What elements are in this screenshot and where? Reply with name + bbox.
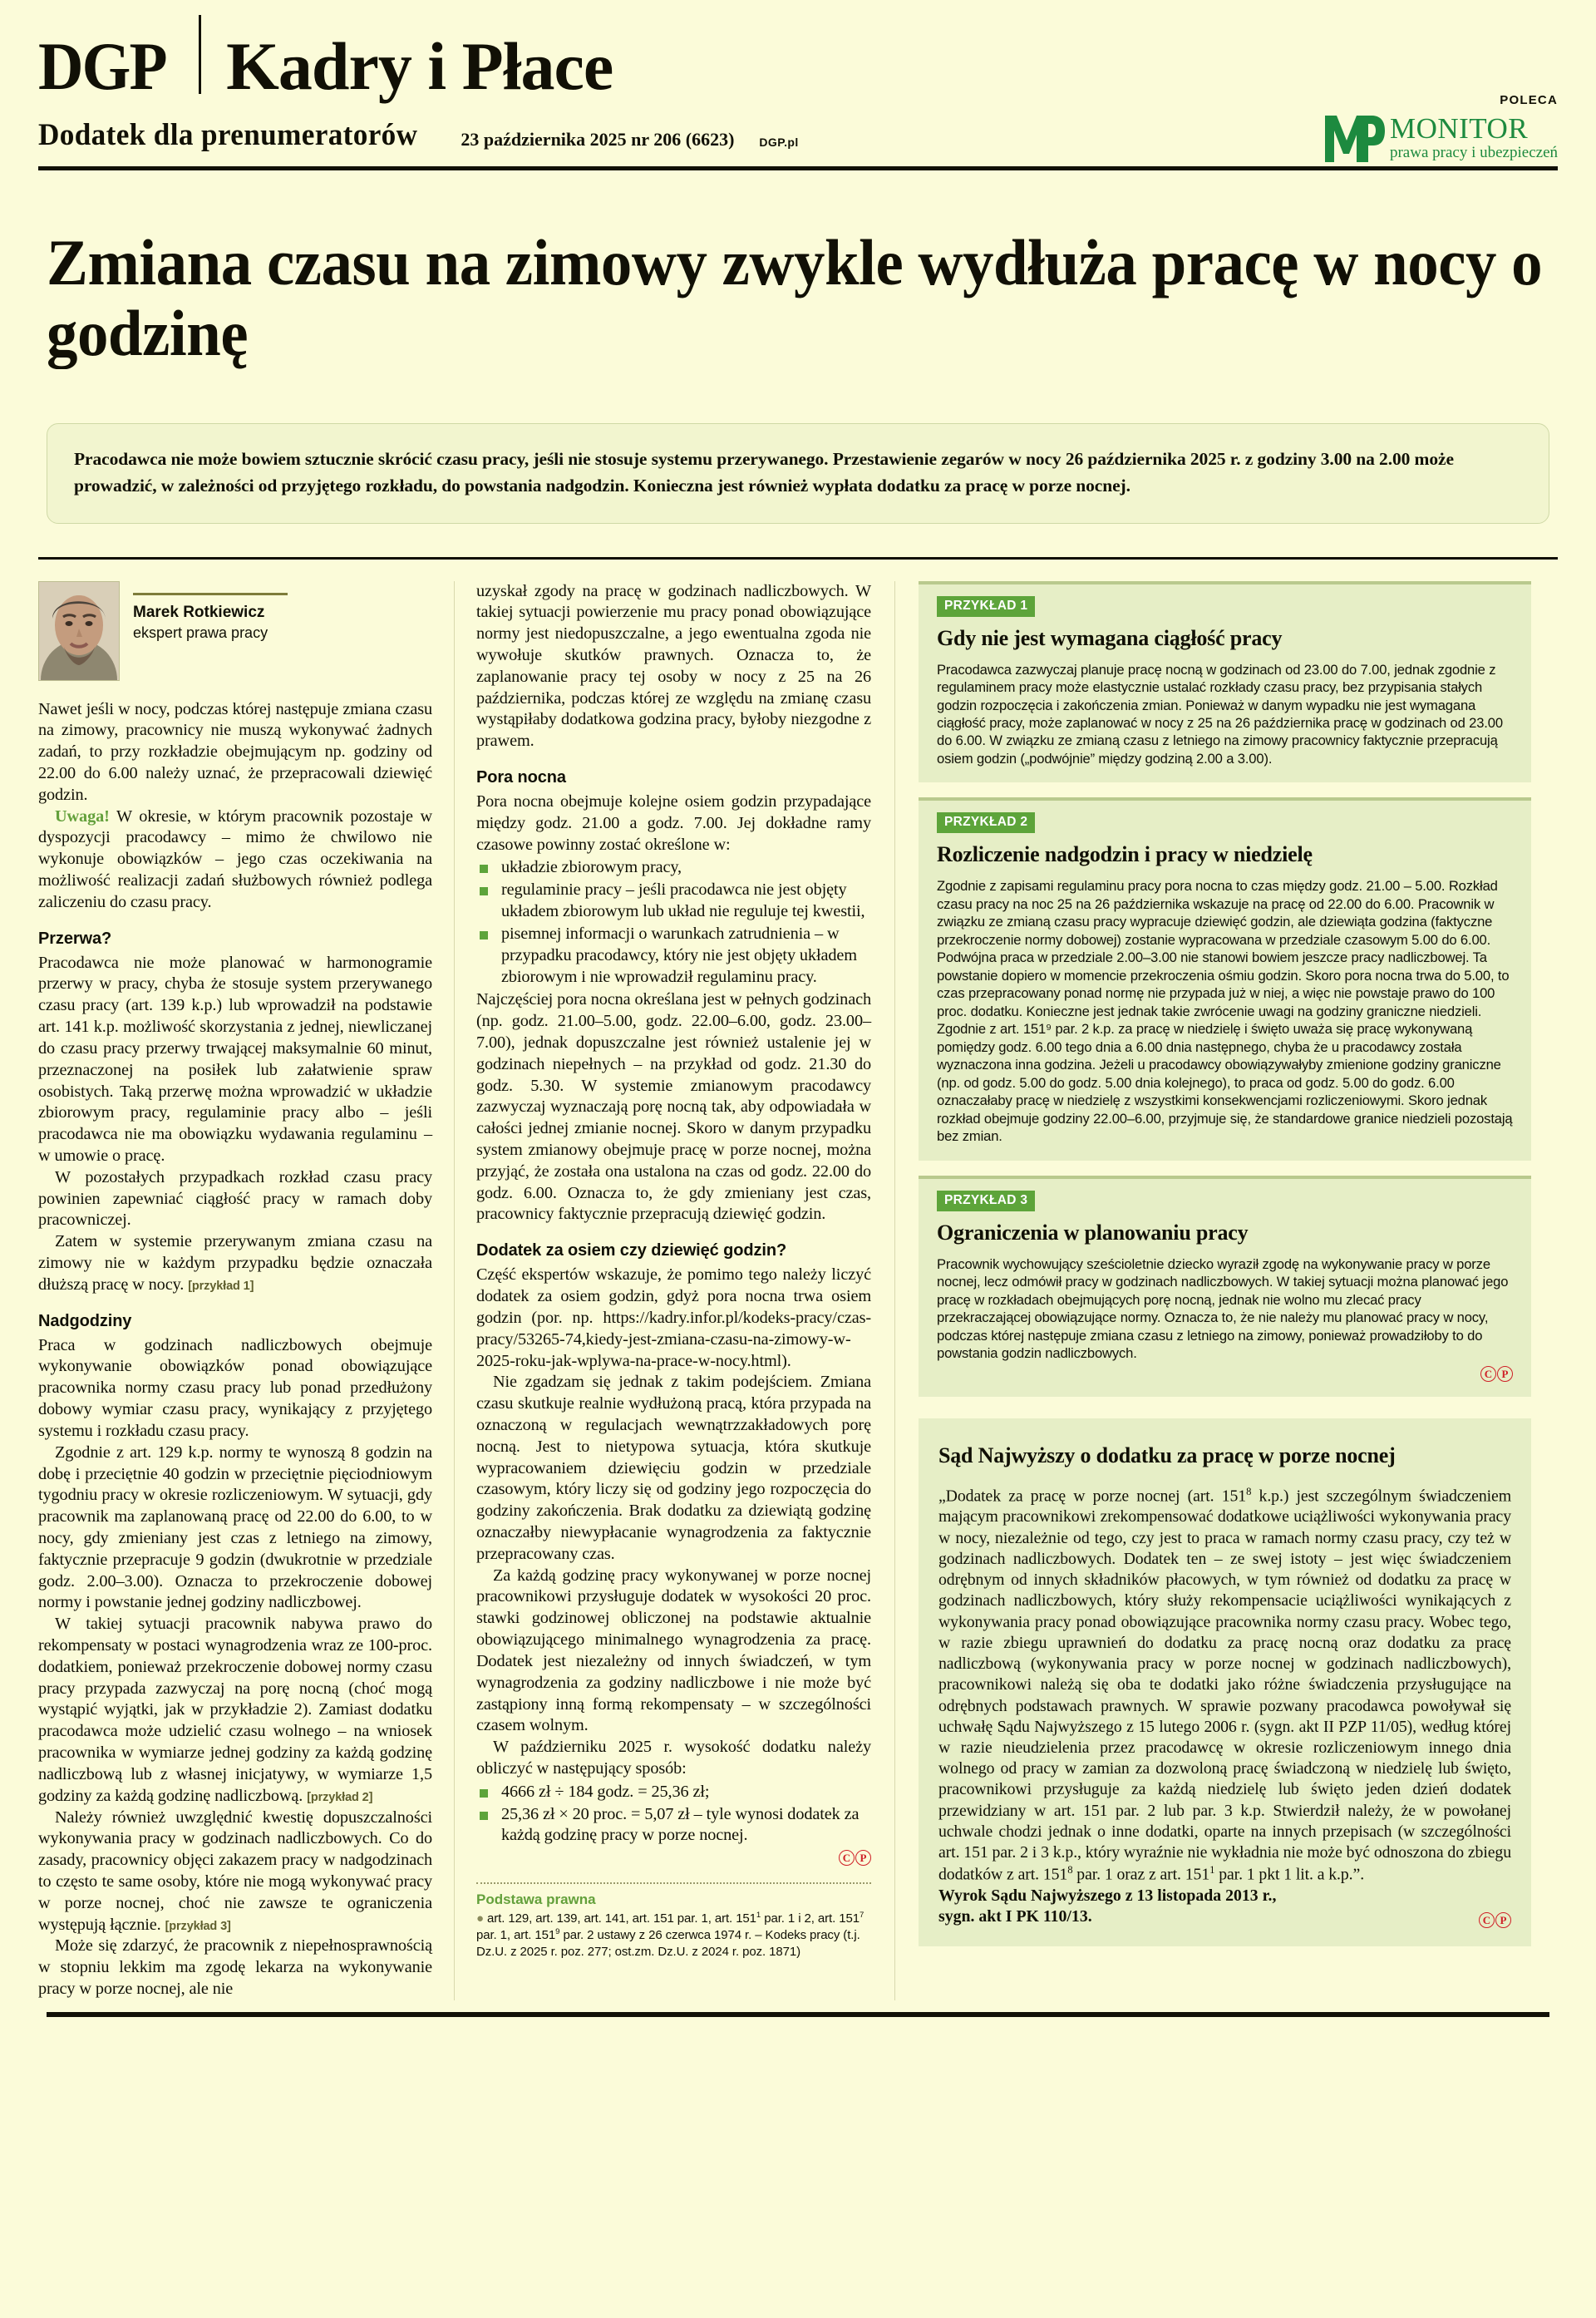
list-item: 4666 zł ÷ 184 godz. = 25,36 zł;: [476, 1782, 871, 1803]
paragraph-text: W takiej sytuacji pracownik nabywa prawo do rekompensaty w postaci wynagrodzenia wraz ze 100-proc. dodatkiem, ponieważ przekroczenie dobowej normy czasu pracy przypada zazwyczaj na porę nocną (choć mogą wystąpić wyjątki, jak w przykładzie 2). Zamiast dodatku pracodawca może udzielić czasu wolnego – na wniosek pracownika w wymiarze jednej godziny za każdą godzinę nadliczbową lub z własnej inicjatywy, w wymiarze 1,5 godziny za każdą godzinę nadliczbową.: [38, 1615, 432, 1805]
paragraph: Za każdą godzinę pracy wykonywanej w porze nocnej pracownikowi przysługuje dodatek w wysokości 20 proc. stawki godzinowej obliczonej na podstawie aktualnie obowiązującego minimalnego wynagrodzenia za pracę. Dodatek jest niezależny od innych świadczeń, w tym wynagrodzenia za godziny nadliczbowe i nie może być zastąpiony inną formą rekompensaty – w szczególności czasem wolnym.: [476, 1566, 871, 1735]
legal-bullet-icon: ●: [476, 1911, 484, 1926]
supreme-court-ref-line-1: Wyrok Sądu Najwyższego z 13 listopada 2013 r.,: [938, 1886, 1277, 1906]
paragraph: [38, 1808, 432, 1936]
dgp-logo[interactable]: DGP: [38, 28, 166, 105]
copyright-mark-example3: [937, 1366, 1513, 1382]
copyright-c-icon: C: [1479, 1912, 1495, 1928]
section-heading-pora-nocna: Pora nocna: [476, 768, 566, 787]
list-item: regulaminie pracy – jeśli pracodawca nie jest objęty układem zbiorowym lub układ nie reguluje tej kwestii,: [476, 880, 871, 923]
copyright-c-icon: C: [839, 1850, 855, 1866]
paragraph: uzyskał zgody na pracę w godzinach nadliczbowych. W takiej sytuacji powierzenie mu pracy ponad obowiązujące normy jest niedopuszczalne, a jego ewentualna zgoda nie wywołuje skutków prawnych. Oznacza to, że zaplanowanie pracy tej osoby w nocy z 25 na 26 października, podczas której ze względu na zmianę czasu wystąpiłaby dodatkowa godzina pracy, byłoby niezgodne z prawem.: [476, 581, 871, 751]
legal-sup-3: 9: [555, 1927, 560, 1937]
paragraph: W październiku 2025 r. wysokość dodatku należy obliczyć w następujący sposób:: [476, 1738, 871, 1778]
example-ref-2[interactable]: [przykład 2]: [307, 1790, 373, 1804]
example-title: Gdy nie jest wymagana ciągłość pracy: [937, 625, 1283, 650]
calculation-list: [476, 1782, 871, 1847]
legal-sup-1: 1: [756, 1911, 761, 1921]
author-name: Marek Rotkiewicz: [133, 603, 265, 621]
lead-text: Pracodawca nie może bowiem sztucznie skrócić czasu pracy, jeśli nie stosuje systemu przerywanego. Przestawienie zegarów w nocy 26 października 2025 r. z godziny 3.00 na 2.00 może prowadzić, w zależności od przyjętego rozkładu, do powstania nadgodzin. Konieczna jest również wypłata dodatku za pracę w porze nocnej.: [74, 449, 1454, 496]
copyright-c-icon: C: [1480, 1366, 1496, 1382]
uwaga-text: W okresie, w którym pracownik pozostaje w dyspozycji pracodawcy – mimo że chwilowo nie wykonuje obowiązków – jego czas oczekiwania na możliwość realizacji zadań służbowych również podlega zaliczeniu do czasu pracy.: [38, 806, 432, 911]
example-badge: PRZYKŁAD 3: [937, 1191, 1035, 1211]
section-heading-nadgodziny: Nadgodziny: [38, 1311, 132, 1330]
quote-part-4: par. 1 pkt 1 lit. a k.p.”.: [1214, 1866, 1365, 1885]
column-3: [894, 581, 1531, 2000]
supreme-court-quote: [938, 1485, 1511, 1886]
paragraph: Najczęściej pora nocna określana jest w pełnych godzinach (np. godz. 21.00–5.00, godz. 22.00–6.00, godz. 23.00–7.00), jednak dopuszczalne jest również ustalenie jej w godzinach niepełnych – na przykład od godz. 21.30 do godz. 5.30. W systemie zmianowym pracodawcy zazwyczaj wyznaczają porę nocną tak, aby odpowiadała w całości jednej zmianie nocnej. Skoro w danym przypadku system zmianowy obejmuje pracę w porze nocnej, można przyjąć, że została ona ustalona na czas od godz. 22.00 do godz. 6.00. Oznacza to, że gdy zmieniany jest czas, pracownicy faktycznie przepracują dziewięć godzin.: [476, 990, 871, 1224]
quote-part-1: „Dodatek za pracę w porze nocnej (art. 151: [938, 1487, 1247, 1506]
list-item: układzie zbiorowym pracy,: [476, 857, 871, 879]
copyright-p-icon: P: [1497, 1366, 1513, 1382]
page-footer-rule: [47, 2012, 1549, 2017]
site-url[interactable]: DGP.pl: [759, 136, 799, 149]
legal-sup-2: 7: [859, 1911, 864, 1921]
copyright-p-icon: P: [1495, 1912, 1511, 1928]
uwaga-label: Uwaga!: [55, 806, 110, 826]
paragraph: Pracodawca nie może planować w harmonogramie przerwy w pracy, chyba że stosuje system przerywanego czasu pracy (art. 139 k.p.) lub wprowadził na podstawie art. 141 k.p. możliwość skorzystania z jednej, niewliczanej do czasu pracy przerwy trwającej maksymalnie 60 minut, przeznaczonej na posiłek lub załatwienie spraw osobistych. Taką przerwę można wprowadzić w układzie zbiorowym pracy, regulaminie pracy albo – jeśli pracodawca nie ma obowiązku wydawania regulaminu – w umowie o pracę.: [38, 953, 432, 1165]
byline-rule: [133, 593, 288, 595]
paragraph-text: Należy również uwzględnić kwestię dopuszczalności wykonywania pracy w godzinach nadliczbowych. Co do zasady, pracownicy objęci zakazem pracy w nadgodzinach to często te same osoby, które nie mogą wykonywać pracy w porze nocnej, choć nie zawsze te ograniczenia występują łącznie.: [38, 1808, 432, 1934]
quote-sup-1: 8: [1246, 1485, 1252, 1497]
legal-text-1: art. 129, art. 139, art. 141, art. 151 par. 1, art. 151: [487, 1911, 756, 1926]
paragraph: W pozostałych przypadkach rozkład czasu pracy powinien zapewniać ciągłość pracy w ramach doby pracowniczej.: [38, 1167, 432, 1230]
supreme-court-box: [919, 1418, 1531, 1946]
pora-nocna-list: [476, 857, 871, 988]
avatar: [38, 581, 120, 681]
issue-date: 23 października 2025 nr 206 (6623): [461, 129, 735, 150]
column-2: [454, 581, 894, 2000]
column-1: [38, 581, 454, 2000]
supreme-court-ref-line-2: sygn. akt I PK 110/13.: [938, 1907, 1092, 1926]
paragraph: [38, 1614, 432, 1807]
copyright-p-icon: P: [855, 1850, 871, 1866]
logo-divider: [199, 15, 201, 94]
legal-divider: [476, 1882, 871, 1884]
legal-text-4: par. 2 ustawy z 26 czerwca 1974 r. – Kodeks pracy (t.j. Dz.U. z 2025 r. poz. 277; ost.zm. Dz.U. z 2024 r. poz. 1871): [476, 1928, 860, 1960]
copyright-mark-col2: [476, 1850, 871, 1866]
author-role: ekspert prawa pracy: [133, 624, 268, 642]
example-title: Ograniczenia w planowaniu pracy: [937, 1220, 1249, 1245]
paragraph-uwaga: [38, 806, 432, 914]
paragraph: Może się zdarzyć, że pracownik z niepełnosprawnością w stopniu lekkim ma zgodę lekarza na wykonywanie pracy w porze nocnej, ale nie: [38, 1936, 432, 1999]
poleca-label: POLECA: [1500, 93, 1558, 107]
page-title: Zmiana czasu na zimowy zwykle wydłuża pracę w nocy o godzinę: [47, 226, 1543, 370]
section-heading-przerwa: Przerwa?: [38, 929, 112, 948]
section-heading-dodatek: Dodatek za osiem czy dziewięć godzin?: [476, 1241, 787, 1260]
paragraph: Zgodnie z art. 129 k.p. normy te wynoszą 8 godzin na dobę i przeciętnie 40 godzin w przeciętnie pięciodniowym tygodniu pracy w okresie rozliczeniowym. W sytuacji, gdy pracownik ma zaplanowaną pracę od 22.00 do 6.00, to w nocy, gdy zmieniany jest czas z letniego na zimowy, faktycznie przepracuje 9 godzin (dwukrotnie w przedziale godz. 2.00–3.00). Oznacza to przekroczenie dobowej normy i powstanie jednej godziny nadliczbowej.: [38, 1443, 432, 1612]
quote-sup-2: 8: [1067, 1864, 1073, 1877]
legal-basis-block: [476, 1882, 871, 1960]
paragraph: [38, 1231, 432, 1295]
monitor-brand-name: MONITOR: [1389, 112, 1529, 145]
example-text: Pracownik wychowujący sześcioletnie dziecko wyraził zgodę na wykonywanie pracy w porze nocnej, lecz odmówił pracy w godzinach nadliczbowych. W takiej sytuacji można planować jego pracę w rozkładach obejmujących porę nocną, jednak nie wolno mu zlecać pracy przekraczającej obowiązujące normy. Oznacza to, że nie należy mu planować pracy w nocy, podczas której następuje zmiana czasu z letniego na zimowy, ponieważ prowadziłoby to do powstania godzin nadliczbowych.: [937, 1255, 1509, 1362]
article-body: [38, 581, 1558, 2000]
example-box-3: [919, 1176, 1531, 1397]
monitor-promo-block[interactable]: [1323, 93, 1558, 164]
lead-bottom-rule: [38, 557, 1558, 560]
example-badge: PRZYKŁAD 1: [937, 596, 1035, 617]
list-item: pisemnej informacji o warunkach zatrudnienia – w przypadku pracodawcy, który nie jest objęty układem zbiorowym i nie wprowadził regulaminu pracy.: [476, 924, 871, 988]
copyright-mark-sn: [1478, 1912, 1511, 1928]
byline: [38, 581, 432, 681]
paragraph-text: Zatem w systemie przerywanym zmiana czasu na zimowy nie w każdym przypadku będzie oznaczała dłuższą pracę w nocy.: [38, 1232, 432, 1294]
monitor-tagline: prawa pracy i ubezpieczeń: [1389, 144, 1558, 161]
masthead-rule: [38, 166, 1558, 170]
paragraph: Nawet jeśli w nocy, podczas której następuje zmiana czasu na zimowy, pracownicy nie muszą wykonywać żadnych zadań, to przy rozkładzie obejmującym np. godziny od 22.00 do 6.00 należy uznać, że przepracowali dziewięć godzin.: [38, 699, 432, 804]
example-ref-1[interactable]: [przykład 1]: [188, 1279, 254, 1293]
legal-text-2: par. 1 i 2, art. 151: [761, 1911, 860, 1926]
paragraph: Praca w godzinach nadliczbowych obejmuje wykonywanie obowiązków ponad obowiązujące pracownika normy czasu pracy lub ponad przedłużony dobowy wymiar czasu pracy, wynikający z przyjętego systemu i rozkładu czasu pracy.: [38, 1335, 432, 1440]
list-item: 25,36 zł × 20 proc. = 5,07 zł – tyle wynosi dodatek za każdą godzinę pracy w porze nocnej.: [476, 1804, 871, 1847]
kadry-i-place-logo[interactable]: Kadry i Płace: [226, 28, 613, 105]
example-text: Pracodawca zazwyczaj planuje pracę nocną w godzinach od 23.00 do 7.00, jednak zgodnie z regulaminem pracy może elastycznie ustalać rozkłady czasu pracy, bez przypisania stałych godzin rozpoczęcia i zakończenia zmian. Ponieważ w danym wypadku nie jest wymagana ciągłość pracy, może zaplanować w nocy z 25 na 26 października pracę w godzinach od 23.00 do 6.00. W związku ze zmianą czasu z letniego na zimowy pracownicy faktycznie przepracują osiem godzin („podwójnie” między godziną 2.00 a 3.00).: [937, 661, 1503, 767]
supplement-title: Dodatek dla prenumeratorów: [38, 118, 418, 152]
paragraph: Część ekspertów wskazuje, że pomimo tego należy liczyć dodatek za osiem godzin, gdyż pora nocna trwa osiem godzin (por. np. https://kadry.infor.pl/kodeks-pracy/czas-pracy/53265-74,kiedy-jest-zmiana-czasu-na-zimowy-w-2025-roku-jak-wplywa-na-prace-w-nocy.html).: [476, 1265, 871, 1370]
quote-sup-3: 1: [1209, 1864, 1215, 1877]
example-box-2: [919, 797, 1531, 1160]
paragraph: Pora nocna obejmuje kolejne osiem godzin przypadające między godz. 21.00 a godz. 7.00. Jej dokładne ramy czasowe powinny zostać określone w:: [476, 792, 871, 854]
legal-text-3: par. 1, art. 151: [476, 1928, 556, 1943]
legal-basis-title: Podstawa prawna: [476, 1891, 596, 1908]
quote-part-3: par. 1 oraz z art. 151: [1072, 1866, 1210, 1885]
example-text: Zgodnie z zapisami regulaminu pracy pora nocna to czas między godz. 21.00 – 5.00. Rozkład czasu pracy na noc 25 na 26 października wskazuje na pracę od 22.00 do 6.00. Pracownik w związku ze zmianą czasu pracy wypracuje dziewięć godzin, ale dziewiąta godzina (faktyczne przekroczenie normy dobowej) zostanie wypracowana w przedziale czasowym 5.00 do 6.00. Podwójna praca w przedziale 2.00–3.00 nie stanowi bowiem jeszcze pracy nadliczbowej. Ta powstanie dopiero w momencie przekroczenia ośmiu godzin. Skoro pora nocna trwa do 5.00, to czas przepracowany ponad normę nie przypada już w niej, a więc nie powstaje prawo do 100 proc. dodatku. Konieczne jest jednak takie zwrócenie uwagi na godziny graniczne niedzieli. Zgodnie z art. 151⁹ par. 2 k.p. za pracę w niedzielę i święto uważa się pracę wykonywaną pomiędzy godz. 6.00 tego dnia a 6.00 dnia następnego, chyba że u pracodawcy została wyznaczona inna godzina. Jeżeli u pracodawcy obowiązywałyby zmienione godziny graniczne (np. od godz. 5.00 do godz. 5.00 dnia kolejnego), to praca od godz. 5.00 do godz. 6.00 oznaczałaby pracę w niedzielę z wszystkimi konsekwencjami rozliczeniowymi. Skoro jednak rozkład obejmuje godziny 22.00–6.00, przyjmuje się, że standardowe granice niedzieli pozostają bez zmian.: [937, 878, 1513, 1145]
paragraph: Nie zgadzam się jednak z takim podejściem. Zmiana czasu skutkuje realnie wydłużoną pracą, która przypada na oznaczoną w regulacjach wewnątrzzakładowych porę nocną. Jest to nietypowa sytuacja, która skutkuje wypracowaniem dziewięciu godzin w przedziale czasowym, który liczy się od godziny jego rozpoczęcia do godziny zakończenia. Brak dodatku za dziewiątą godzinę oznaczałby niewypłacanie wynagrodzenia za faktycznie przepracowany czas.: [476, 1373, 871, 1563]
supreme-court-title: Sąd Najwyższy o dodatku za pracę w porze nocnej: [938, 1443, 1396, 1467]
example-ref-3[interactable]: [przykład 3]: [165, 1919, 231, 1933]
lead-summary-box: [47, 423, 1549, 524]
example-title: Rozliczenie nadgodzin i pracy w niedzielę: [937, 842, 1313, 867]
quote-part-2: k.p.) jest szczególnym świadczeniem mającym pracownikowi zrekompensować dodatkowe uciążliwości wykonywania pracy w nocy, niezależnie od tego, czy jest to praca w ramach normy czasu pracy, czy też w godzinach nadliczbowych. Dodatek ten – ze swej istoty – jest więc świadczeniem odrębnym od innych składników płacowych, w tym również od dodatku za pracę w godzinach nadliczbowych, który służy rekompensacie uciążliwości wynikających z wykonywania pracy ponad obowiązujące pracownika normy czasu pracy. Wobec tego, w razie zbiegu uprawnień do dodatku za pracę nocną oraz dodatku za pracę nadliczbową (wykonywania pracy w porze nocnej w godzinach nadliczbowych), pracownikowi należą się oba te dodatki jako różne świadczenia przysługujące na odrębnych podstawach prawnych. W sprawie pozwany pracodawca powoływał się uchwałę Sądu Najwyższego z 15 lutego 2006 r. (sygn. akt II PZP 11/05), według której w razie nieudzielenia przez pracodawcę w okresie rozliczeniowym innego dnia wolnego od pracy w zamian za dozwoloną pracę świadczoną w niedzielę lub święto, pracownikowi przysługuje za każdą niedzielę lub święto jeden dzień dodatek przewidziany w art. 151 par. 2 lub par. 3 k.p. Stwierdził należy, że w powołanej uchwale chodzi jednak o inne dodatki, oparte na innych przepisach (w szczególności art. 151 par. 2 i 3 k.p., który wyraźnie nie wykładnia nie może być odnoszona do zbiegu dodatków z art. 151: [938, 1487, 1511, 1885]
legal-basis-text: [476, 1911, 871, 1960]
example-badge: PRZYKŁAD 2: [937, 812, 1035, 833]
example-box-1: [919, 581, 1531, 783]
mp-logo-icon: [1323, 112, 1385, 164]
